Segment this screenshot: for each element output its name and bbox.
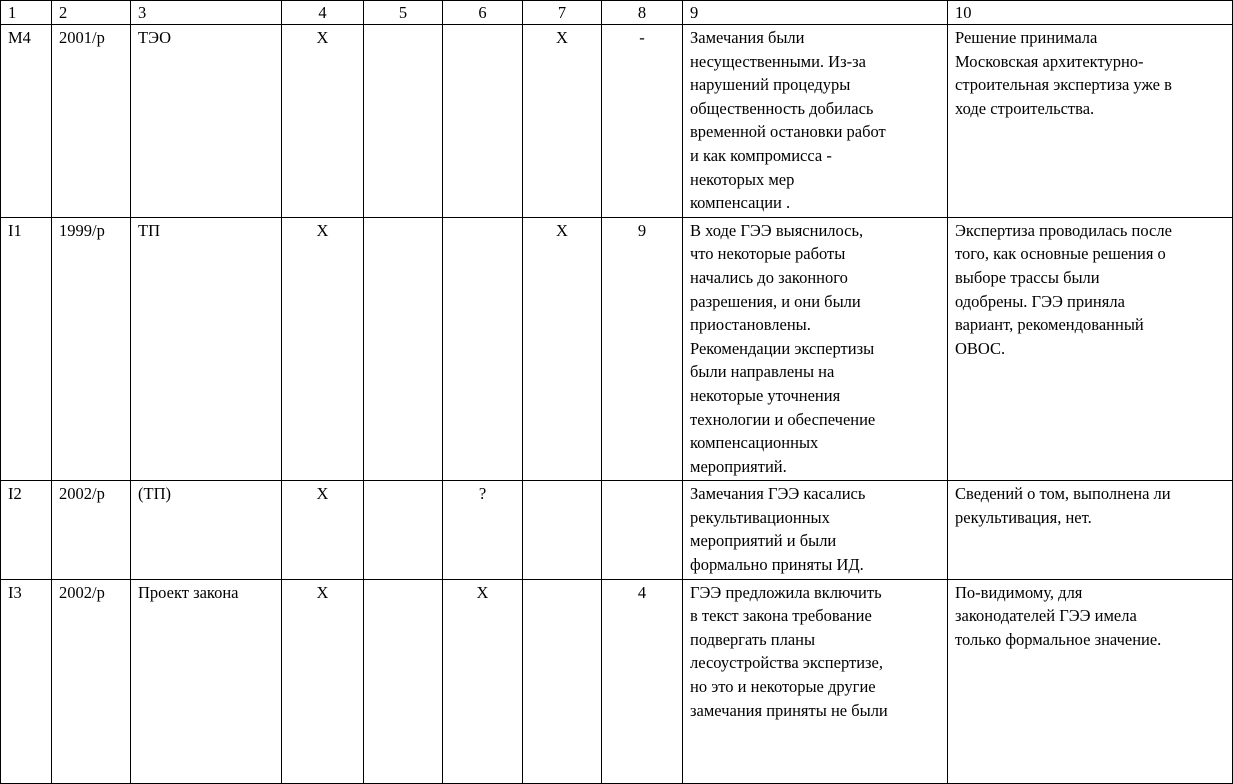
remarks-text: Замечания ГЭЭ касались рекультивационных мероприятий и были формально приняты ИД. (690, 484, 866, 575)
cell-remarks (683, 217, 948, 481)
column-header-3: 3 (131, 1, 282, 25)
cell-year: 2002/р (52, 579, 131, 783)
cell-col-7 (523, 481, 602, 579)
cell-remarks (683, 579, 948, 783)
cell-col-5 (364, 481, 443, 579)
cell-code: М4 (1, 25, 52, 218)
cell-col-7 (523, 579, 602, 783)
cell-col-8 (602, 481, 683, 579)
cell-col-4: Х (282, 579, 364, 783)
table-row (1, 579, 1233, 783)
column-header-1: 1 (1, 1, 52, 25)
cell-col-8: 9 (602, 217, 683, 481)
cell-col-5 (364, 217, 443, 481)
cell-code: I1 (1, 217, 52, 481)
cell-document-type: Проект закона (131, 579, 282, 783)
cell-col-8: 4 (602, 579, 683, 783)
cell-document-type: ТЭО (131, 25, 282, 218)
column-header-10: 10 (948, 1, 1233, 25)
cell-col-4: Х (282, 481, 364, 579)
cell-col-6 (443, 25, 523, 218)
cell-col-8: - (602, 25, 683, 218)
table-row (1, 25, 1233, 218)
cell-col-6: ? (443, 481, 523, 579)
notes-text: Экспертиза проводилась после того, как основные решения о выборе трассы были одобрены. ГЭЭ приняла вариант, рекомендованный ОВОС. (955, 220, 1172, 358)
column-header-4: 4 (282, 1, 364, 25)
remarks-text: ГЭЭ предложила включить в текст закона требование подвергать планы лесоустройства экспертизе, но это и некоторые другие замечания приняты не были (690, 582, 888, 720)
table-header-row (1, 1, 1233, 25)
cell-col-6 (443, 217, 523, 481)
notes-text: По-видимому, для законодателей ГЭЭ имела только формальное значение. (955, 582, 1162, 649)
cell-year: 1999/р (52, 217, 131, 481)
cell-col-7: Х (523, 25, 602, 218)
column-header-9: 9 (683, 1, 948, 25)
cell-col-5 (364, 579, 443, 783)
cell-notes (948, 481, 1233, 579)
cell-notes (948, 25, 1233, 218)
cell-col-7: Х (523, 217, 602, 481)
cell-year: 2002/р (52, 481, 131, 579)
cell-notes (948, 579, 1233, 783)
table-row (1, 481, 1233, 579)
cell-code: I3 (1, 579, 52, 783)
cell-remarks (683, 481, 948, 579)
notes-text: Сведений о том, выполнена ли рекультивация, нет. (955, 484, 1171, 527)
cell-notes (948, 217, 1233, 481)
cell-col-4: Х (282, 25, 364, 218)
cell-document-type: (ТП) (131, 481, 282, 579)
cell-year: 2001/р (52, 25, 131, 218)
column-header-7: 7 (523, 1, 602, 25)
column-header-2: 2 (52, 1, 131, 25)
cell-code: I2 (1, 481, 52, 579)
cell-document-type: ТП (131, 217, 282, 481)
remarks-text: В ходе ГЭЭ выяснилось, что некоторые работы начались до законного разрешения, и они были приостановлены. Рекомендации экспертизы были направлены на некоторые уточнения технологии и обеспечение компенсационных мероприятий. (690, 220, 876, 476)
column-header-5: 5 (364, 1, 443, 25)
column-header-8: 8 (602, 1, 683, 25)
table-row (1, 217, 1233, 481)
cell-col-4: Х (282, 217, 364, 481)
cell-col-6: Х (443, 579, 523, 783)
cell-remarks (683, 25, 948, 218)
remarks-text: Замечания были несущественными. Из-за нарушений процедуры общественность добилась временной остановки работ и как компромисса - некоторых мер компенсации . (690, 28, 886, 213)
column-header-6: 6 (443, 1, 523, 25)
notes-text: Решение принимала Московская архитектурно- строительная экспертиза уже в ходе строительства. (955, 28, 1172, 118)
cell-col-5 (364, 25, 443, 218)
